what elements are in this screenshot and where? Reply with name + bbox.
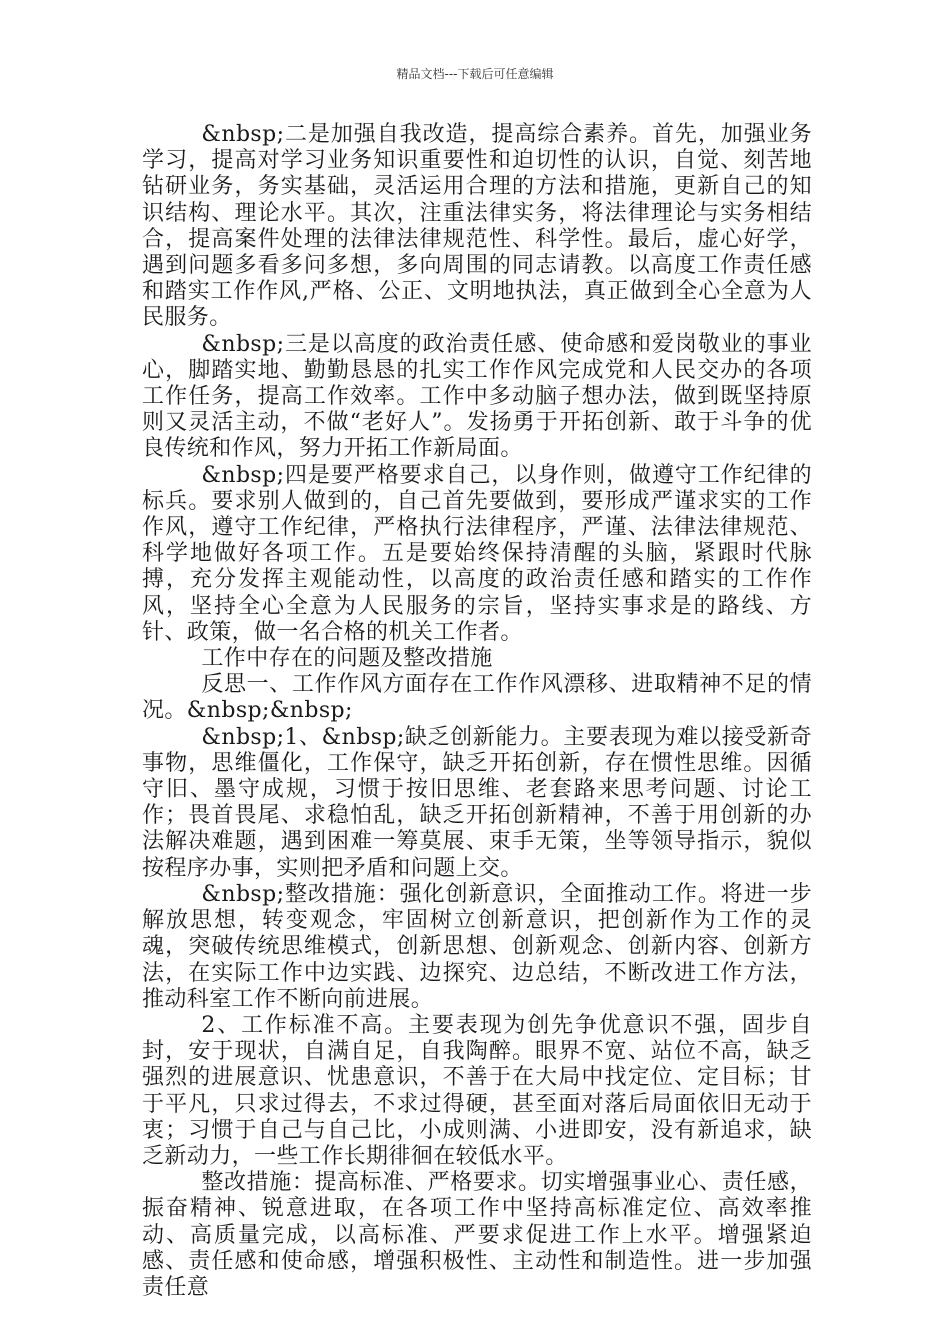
paragraph-reflection-one: 反思一、工作作风方面存在工作作风漂移、进取精神不足的情况。&nbsp;&nbsp;	[142, 672, 812, 724]
paragraph-rectification-innovation: &nbsp;整改措施：强化创新意识，全面推动工作。将进一步解放思想，转变观念，牢固树立创新意识，把创新作为工作的灵魂，突破传统思维模式，创新思想、创新观念、创新内容、创新方法，在实际工作中边实践、边探究、边总结，不断改进工作方法，推动科室工作不断向前进展。	[142, 881, 812, 1012]
paragraph-political-responsibility: &nbsp;三是以高度的政治责任感、使命感和爱岗敬业的事业心，脚踏实地、勤勤恳恳的扎实工作作风完成党和人民交办的各项工作任务，提高工作效率。工作中多动脑子想办法，做到既坚持原则又灵活主动，不做“老好人”。发扬勇于开拓创新、敢于斗争的优良传统和作风，努力开拓工作新局面。	[142, 331, 812, 462]
page-header: 精品文档---下载后可任意编辑	[396, 67, 554, 81]
section-heading-problems: 工作中存在的问题及整改措施	[201, 646, 493, 672]
document-body	[142, 122, 812, 1301]
paragraph-self-improvement: &nbsp;二是加强自我改造，提高综合素养。首先，加强业务学习，提高对学习业务知识重要性和迫切性的认识，自觉、刻苦地钻研业务，务实基础，灵活运用合理的方法和措施，更新自己的知识结构、理论水平。其次，注重法律实务，将法律理论与实务相结合，提高案件处理的法律法律规范性、科学性。最后，虚心好学，遇到问题多看多问多想，多向周围的同志请教。以高度工作责任感和踏实工作作风,严格、公正、文明地执法，真正做到全心全意为人民服务。	[142, 122, 812, 331]
paragraph-strict-discipline: &nbsp;四是要严格要求自己，以身作则，做遵守工作纪律的标兵。要求别人做到的，自己首先要做到，要形成严谨求实的工作作风，遵守工作纪律，严格执行法律程序，严谨、法律法律规范、科学地做好各项工作。五是要始终保持清醒的头脑，紧跟时代脉搏，充分发挥主观能动性，以高度的政治责任感和踏实的工作作风，坚持全心全意为人民服务的宗旨，坚持实事求是的路线、方针、政策，做一名合格的机关工作者。	[142, 462, 812, 645]
paragraph-rectification-standards: 整改措施：提高标准、严格要求。切实增强事业心、责任感，振奋精神、锐意进取，在各项工作中坚持高标准定位、高效率推动、高质量完成，以高标准、严要求促进工作上水平。增强紧迫感、责任感和使命感，增强积极性、主动性和制造性。进一步加强责任意	[142, 1170, 812, 1300]
paragraph-low-standards: 2、工作标准不高。主要表现为创先争优意识不强，固步自封，安于现状，自满自足，自我陶醉。眼界不宽、站位不高，缺乏强烈的进展意识、忧患意识，不善于在大局中找定位、定目标；甘于平凡，只求过得去，不求过得硬，甚至面对落后局面依旧无动于衷；习惯于自己与自己比，小成则满、小进即安，没有新追求，缺乏新动力，一些工作长期徘徊在较低水平。	[142, 1012, 812, 1169]
paragraph-lack-innovation: &nbsp;1、&nbsp;缺乏创新能力。主要表现为难以接受新奇事物，思维僵化，工作保守，缺乏开拓创新，存在惯性思维。因循守旧、墨守成规，习惯于按旧思维、老套路来思考问题、讨论工作；畏首畏尾、求稳怕乱，缺乏开拓创新精神，不善于用创新的办法解决难题，遇到困难一筹莫展、束手无策，坐等领导指示，貌似按程序办事，实则把矛盾和问题上交。	[142, 724, 812, 881]
